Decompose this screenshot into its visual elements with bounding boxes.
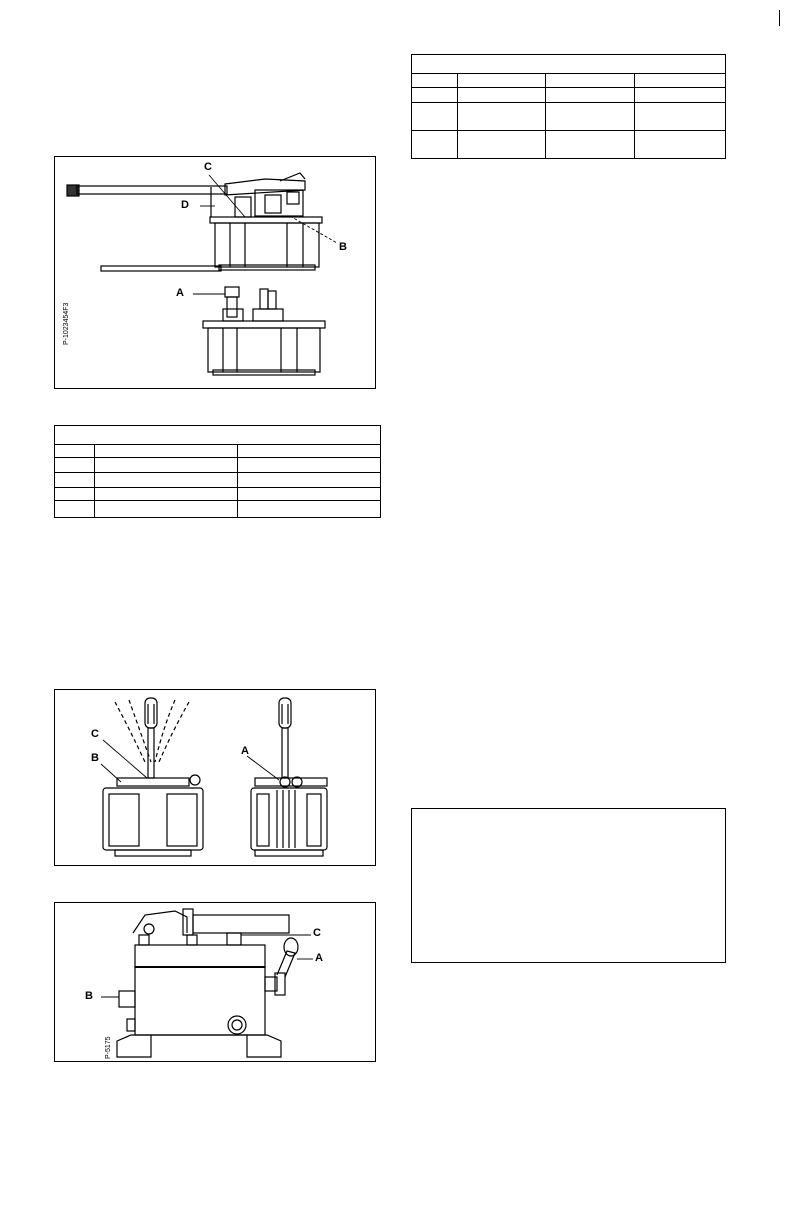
table-row xyxy=(412,74,726,88)
figure-pump-side-view xyxy=(54,902,376,1062)
table-row xyxy=(55,445,381,458)
specification-table-right xyxy=(411,54,726,159)
table-row xyxy=(55,473,381,488)
callout-label-a: A xyxy=(176,287,184,299)
table-header-row xyxy=(55,426,381,445)
table-row xyxy=(412,131,726,159)
figure-pump-assembly xyxy=(54,156,376,389)
pump-side-view-drawing xyxy=(55,903,377,1063)
table-row xyxy=(412,103,726,131)
callout-label-b: B xyxy=(339,241,347,253)
specification-table-left xyxy=(54,425,381,518)
trim-mark xyxy=(779,10,780,26)
figure-valve-positions xyxy=(54,689,376,866)
part-code: P-5175 xyxy=(105,1036,112,1059)
callout-label-a: A xyxy=(241,745,249,757)
callout-label-c: C xyxy=(204,161,212,173)
callout-label-a: A xyxy=(315,952,323,964)
table-row xyxy=(55,488,381,501)
table-row xyxy=(55,501,381,518)
callout-label-c: C xyxy=(91,728,99,740)
note-box xyxy=(411,808,726,963)
table-row xyxy=(412,88,726,103)
pump-assembly-drawing xyxy=(55,157,377,390)
table-header-row xyxy=(412,55,726,74)
callout-label-b: B xyxy=(85,990,93,1002)
callout-label-b: B xyxy=(91,752,99,764)
table-row xyxy=(55,458,381,473)
callout-label-c: C xyxy=(313,927,321,939)
valve-positions-drawing xyxy=(55,690,377,867)
part-code: P-1023454F3 xyxy=(63,302,70,345)
callout-label-d: D xyxy=(181,199,189,211)
